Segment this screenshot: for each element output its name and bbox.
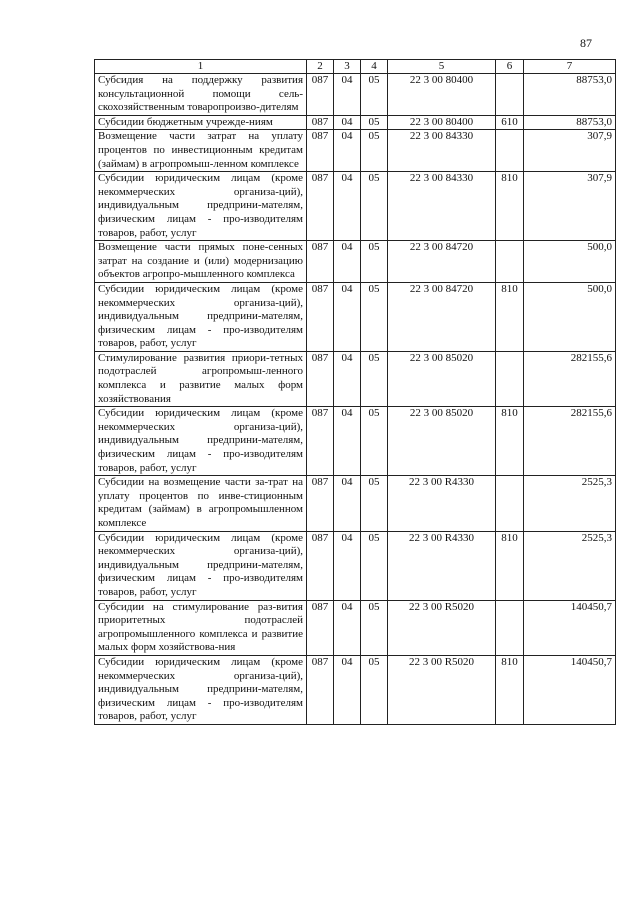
- subsection-code: 05: [361, 476, 388, 531]
- expense-type-code: 810: [496, 655, 524, 724]
- section-code: 04: [334, 172, 361, 241]
- item-name: Субсидии юридическим лицам (кроме некоммерческих организа-ций), индивидуальным предприни-мателям, физическим лицам - про-изводителям товаров, работ, услуг: [95, 531, 307, 600]
- item-name: Субсидии юридическим лицам (кроме некоммерческих организа-ций), индивидуальным предприни-мателям, физическим лицам - про-изводителям товаров, работ, услуг: [95, 407, 307, 476]
- target-article-code: 22 3 00 R5020: [388, 655, 496, 724]
- subsection-code: 05: [361, 600, 388, 655]
- table-row: [95, 407, 616, 476]
- target-article-code: 22 3 00 84330: [388, 172, 496, 241]
- ministry-code: 087: [307, 74, 334, 116]
- table-header-row: [95, 60, 616, 74]
- subsection-code: 05: [361, 115, 388, 130]
- column-header: 2: [307, 60, 334, 74]
- column-header: 1: [95, 60, 307, 74]
- expense-type-code: 810: [496, 282, 524, 351]
- item-name: Субсидии на стимулирование раз-вития приоритетных подотраслей агропромышленного комплекса и развитие малых форм хозяйствова-ния: [95, 600, 307, 655]
- amount-value: 307,9: [524, 130, 616, 172]
- table-row: [95, 600, 616, 655]
- subsection-code: 05: [361, 282, 388, 351]
- item-name: Субсидии юридическим лицам (кроме некоммерческих организа-ций), индивидуальным предприни-мателям, физическим лицам - про-изводителям товаров, работ, услуг: [95, 655, 307, 724]
- expense-type-code: [496, 130, 524, 172]
- amount-value: 2525,3: [524, 531, 616, 600]
- ministry-code: 087: [307, 172, 334, 241]
- target-article-code: 22 3 00 80400: [388, 74, 496, 116]
- amount-value: 500,0: [524, 241, 616, 283]
- item-name: Субсидии юридическим лицам (кроме некоммерческих организа-ций), индивидуальным предприни-мателям, физическим лицам - про-изводителям товаров, работ, услуг: [95, 282, 307, 351]
- column-header: 5: [388, 60, 496, 74]
- table-row: [95, 74, 616, 116]
- table-row: [95, 655, 616, 724]
- section-code: 04: [334, 74, 361, 116]
- amount-value: 140450,7: [524, 600, 616, 655]
- item-name: Стимулирование развития приори-тетных подотраслей агропромыш-ленного комплекса и развитие малых форм хозяйствования: [95, 351, 307, 406]
- column-header: 3: [334, 60, 361, 74]
- amount-value: 282155,6: [524, 351, 616, 406]
- subsection-code: 05: [361, 407, 388, 476]
- section-code: 04: [334, 241, 361, 283]
- column-header: 7: [524, 60, 616, 74]
- amount-value: 307,9: [524, 172, 616, 241]
- target-article-code: 22 3 00 80400: [388, 115, 496, 130]
- item-name: Субсидии бюджетным учрежде-ниям: [95, 115, 307, 130]
- item-name: Субсидия на поддержку развития консультационной помощи сель-скохозяйственным товаропроизво-дителям: [95, 74, 307, 116]
- section-code: 04: [334, 282, 361, 351]
- target-article-code: 22 3 00 84720: [388, 241, 496, 283]
- target-article-code: 22 3 00 85020: [388, 407, 496, 476]
- ministry-code: 087: [307, 130, 334, 172]
- table-row: [95, 115, 616, 130]
- target-article-code: 22 3 00 84330: [388, 130, 496, 172]
- amount-value: 88753,0: [524, 115, 616, 130]
- section-code: 04: [334, 351, 361, 406]
- amount-value: 140450,7: [524, 655, 616, 724]
- subsection-code: 05: [361, 655, 388, 724]
- table-row: [95, 130, 616, 172]
- target-article-code: 22 3 00 84720: [388, 282, 496, 351]
- section-code: 04: [334, 130, 361, 172]
- expense-type-code: [496, 74, 524, 116]
- ministry-code: 087: [307, 241, 334, 283]
- section-code: 04: [334, 531, 361, 600]
- section-code: 04: [334, 476, 361, 531]
- item-name: Возмещение части затрат на уплату процентов по инвестиционным кредитам (займам) в агропромыш-ленном комплексе: [95, 130, 307, 172]
- ministry-code: 087: [307, 655, 334, 724]
- item-name: Субсидии на возмещение части за-трат на уплату процентов по инве-стиционным кредитам (займам) в агропромышленном комплексе: [95, 476, 307, 531]
- table-row: [95, 241, 616, 283]
- ministry-code: 087: [307, 282, 334, 351]
- item-name: Субсидии юридическим лицам (кроме некоммерческих организа-ций), индивидуальным предприни-мателям, физическим лицам - про-изводителям товаров, работ, услуг: [95, 172, 307, 241]
- expense-type-code: [496, 600, 524, 655]
- target-article-code: 22 3 00 R4330: [388, 531, 496, 600]
- ministry-code: 087: [307, 407, 334, 476]
- expense-type-code: [496, 476, 524, 531]
- ministry-code: 087: [307, 531, 334, 600]
- expense-type-code: 810: [496, 172, 524, 241]
- ministry-code: 087: [307, 115, 334, 130]
- column-header: 4: [361, 60, 388, 74]
- section-code: 04: [334, 655, 361, 724]
- target-article-code: 22 3 00 R5020: [388, 600, 496, 655]
- expense-type-code: 810: [496, 407, 524, 476]
- subsection-code: 05: [361, 130, 388, 172]
- table-row: [95, 531, 616, 600]
- amount-value: 282155,6: [524, 407, 616, 476]
- page-number: 87: [580, 36, 592, 50]
- expense-type-code: 810: [496, 531, 524, 600]
- expense-type-code: 610: [496, 115, 524, 130]
- subsection-code: 05: [361, 172, 388, 241]
- amount-value: 2525,3: [524, 476, 616, 531]
- ministry-code: 087: [307, 476, 334, 531]
- subsection-code: 05: [361, 241, 388, 283]
- section-code: 04: [334, 115, 361, 130]
- ministry-code: 087: [307, 600, 334, 655]
- ministry-code: 087: [307, 351, 334, 406]
- subsection-code: 05: [361, 351, 388, 406]
- amount-value: 88753,0: [524, 74, 616, 116]
- expense-type-code: [496, 241, 524, 283]
- item-name: Возмещение части прямых поне-сенных затрат на создание и (или) модернизацию объектов агропро-мышленного комплекса: [95, 241, 307, 283]
- section-code: 04: [334, 600, 361, 655]
- target-article-code: 22 3 00 85020: [388, 351, 496, 406]
- table-row: [95, 351, 616, 406]
- budget-table: [94, 59, 616, 725]
- expense-type-code: [496, 351, 524, 406]
- column-header: 6: [496, 60, 524, 74]
- amount-value: 500,0: [524, 282, 616, 351]
- subsection-code: 05: [361, 74, 388, 116]
- table-row: [95, 172, 616, 241]
- table-row: [95, 282, 616, 351]
- target-article-code: 22 3 00 R4330: [388, 476, 496, 531]
- table-row: [95, 476, 616, 531]
- section-code: 04: [334, 407, 361, 476]
- subsection-code: 05: [361, 531, 388, 600]
